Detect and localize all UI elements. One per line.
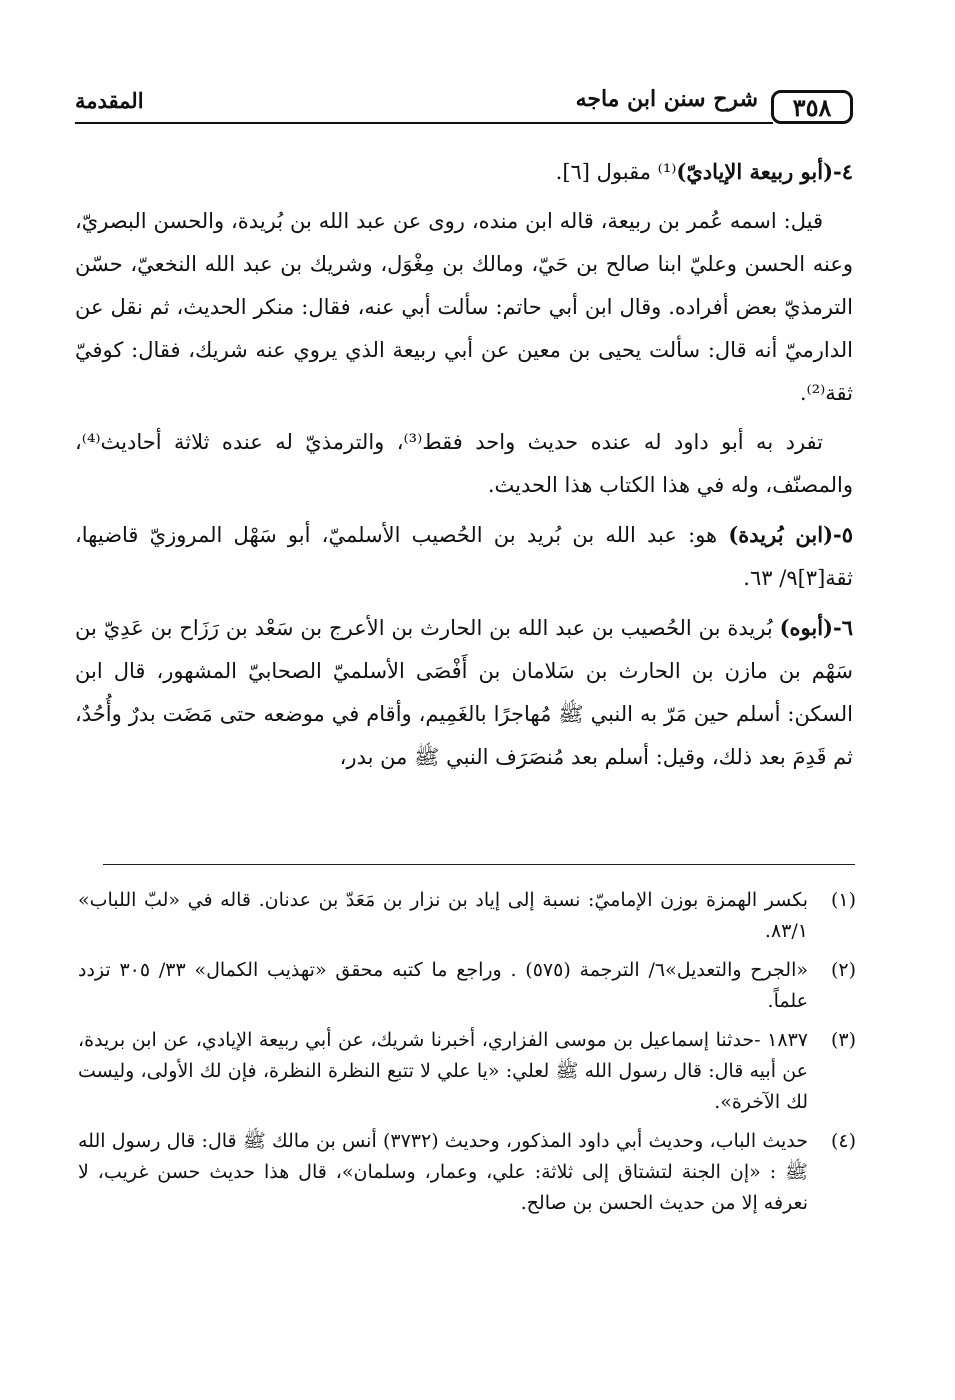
footnote-number: (١) — [830, 889, 856, 911]
page-number: ٣٥٨ — [792, 92, 832, 122]
paragraph-text: تفرد به أبو داود له عنده حديث واحد فقط⁽³⁾، والترمذيّ له عنده ثلاثة أحاديث⁽⁴⁾، والمصنّف، وله في هذا الكتاب هذا الحديث. — [75, 430, 853, 497]
entry-text: هو: عبد الله بن بُريد بن الحُصيب الأسلميّ، أبو سَهْل المروزيّ قاضيها، ثقة[٣]٩/ ٦٣. — [75, 523, 853, 590]
footnote-separator — [103, 864, 855, 865]
footnote-3 — [78, 1025, 856, 1118]
entry-text: ⁽¹⁾ مقبول [٦]. — [555, 160, 677, 184]
paragraph — [75, 200, 853, 415]
page-number-box — [771, 90, 853, 124]
entry-4 — [75, 150, 853, 194]
footnote-number: (٣) — [830, 1029, 856, 1051]
footnote-text: بكسر الهمزة بوزن الإماميّ: نسبة إلى إياد بن نزار بن مَعَدّ بن عدنان. قاله في «لبّ اللباب» ٨٣/١. — [78, 889, 808, 942]
footnote-text: «الجرح والتعديل»٦/ الترجمة (٥٧٥) . وراجع ما كتبه محقق «تهذيب الكمال» ٣٣/ ٣٠٥ تزدد علماً. — [78, 959, 809, 1012]
entry-6 — [75, 606, 853, 779]
header-rule — [75, 122, 773, 124]
book-title: شرح سنن ابن ماجه — [575, 86, 758, 112]
paragraph — [75, 421, 853, 507]
footnote-2 — [78, 955, 856, 1017]
footnote-text: حديث الباب، وحديث أبي داود المذكور، وحديث (٣٧٣٢) أنس بن مالك ﷺ قال: قال رسول الله ﷺ : «إن الجنة لتشتاق إلى ثلاثة: علي، وعمار، وسلمان»، قال هذا حديث حسن غريب، لا نعرفه إلا من حديث الحسن بن صالح. — [78, 1130, 808, 1214]
entry-heading: ٥-(ابن بُريدة) — [728, 522, 854, 547]
main-text — [75, 150, 853, 785]
footnotes — [78, 885, 856, 1227]
footnote-text: ١٨٣٧ -حدثنا إسماعيل بن موسى الفزاري، أخبرنا شريك، عن أبي ربيعة الإيادي، عن ابن بريدة، عن أبيه قال: قال رسول الله ﷺ لعلي: «يا علي لا تتبع النظرة النظرة، فإن لك الأولى، وليست لك الآخرة». — [78, 1029, 808, 1113]
entry-heading: ٦-(أبوه) — [779, 615, 853, 640]
footnote-number: (٢) — [830, 959, 856, 981]
entry-heading: ٤-(أبو ربيعة الإياديّ) — [676, 159, 853, 184]
entry-text: بُريدة بن الحُصيب بن عبد الله بن الحارث بن الأعرج بن سَعْد بن رَزَاح بن عَدِيّ بن سَهْم بن مازن بن الحارث بن سَلامان بن أَفْصَى الأسلميّ الصحابيّ المشهور، قال ابن السكن: أسلم حين مَرّ به النبي ﷺ مُهاجرًا بالغَمِيم، وأقام في موضعه حتى مَضَت بدرٌ وأُحُدٌ، ثم قَدِمَ بعد ذلك، وقيل: أسلم بعد مُنصَرَف النبي ﷺ من بدر، — [75, 616, 853, 769]
page-header — [75, 80, 853, 130]
paragraph-text: قيل: اسمه عُمر بن ربيعة، قاله ابن منده، روى عن عبد الله بن بُريدة، والحسن البصريّ، وعنه الحسن وعليّ ابنا صالح بن حَيّ، ومالك بن مِغْوَل، وشريك بن عبد الله النخعيّ، حسّن الترمذيّ بعض أفراده. وقال ابن أبي حاتم: سألت أبي عنه، فقال: منكر الحديث، ثم نقل عن الدارميّ أنه قال: سألت يحيى بن معين عن أبي ربيعة الذي يروي عنه شريك، فقال: كوفيّ ثقة⁽²⁾. — [75, 209, 853, 405]
section-title: المقدمة — [75, 88, 144, 113]
footnote-1 — [78, 885, 856, 947]
footnote-4 — [78, 1126, 856, 1219]
footnote-number: (٤) — [830, 1130, 856, 1152]
entry-5 — [75, 513, 853, 600]
